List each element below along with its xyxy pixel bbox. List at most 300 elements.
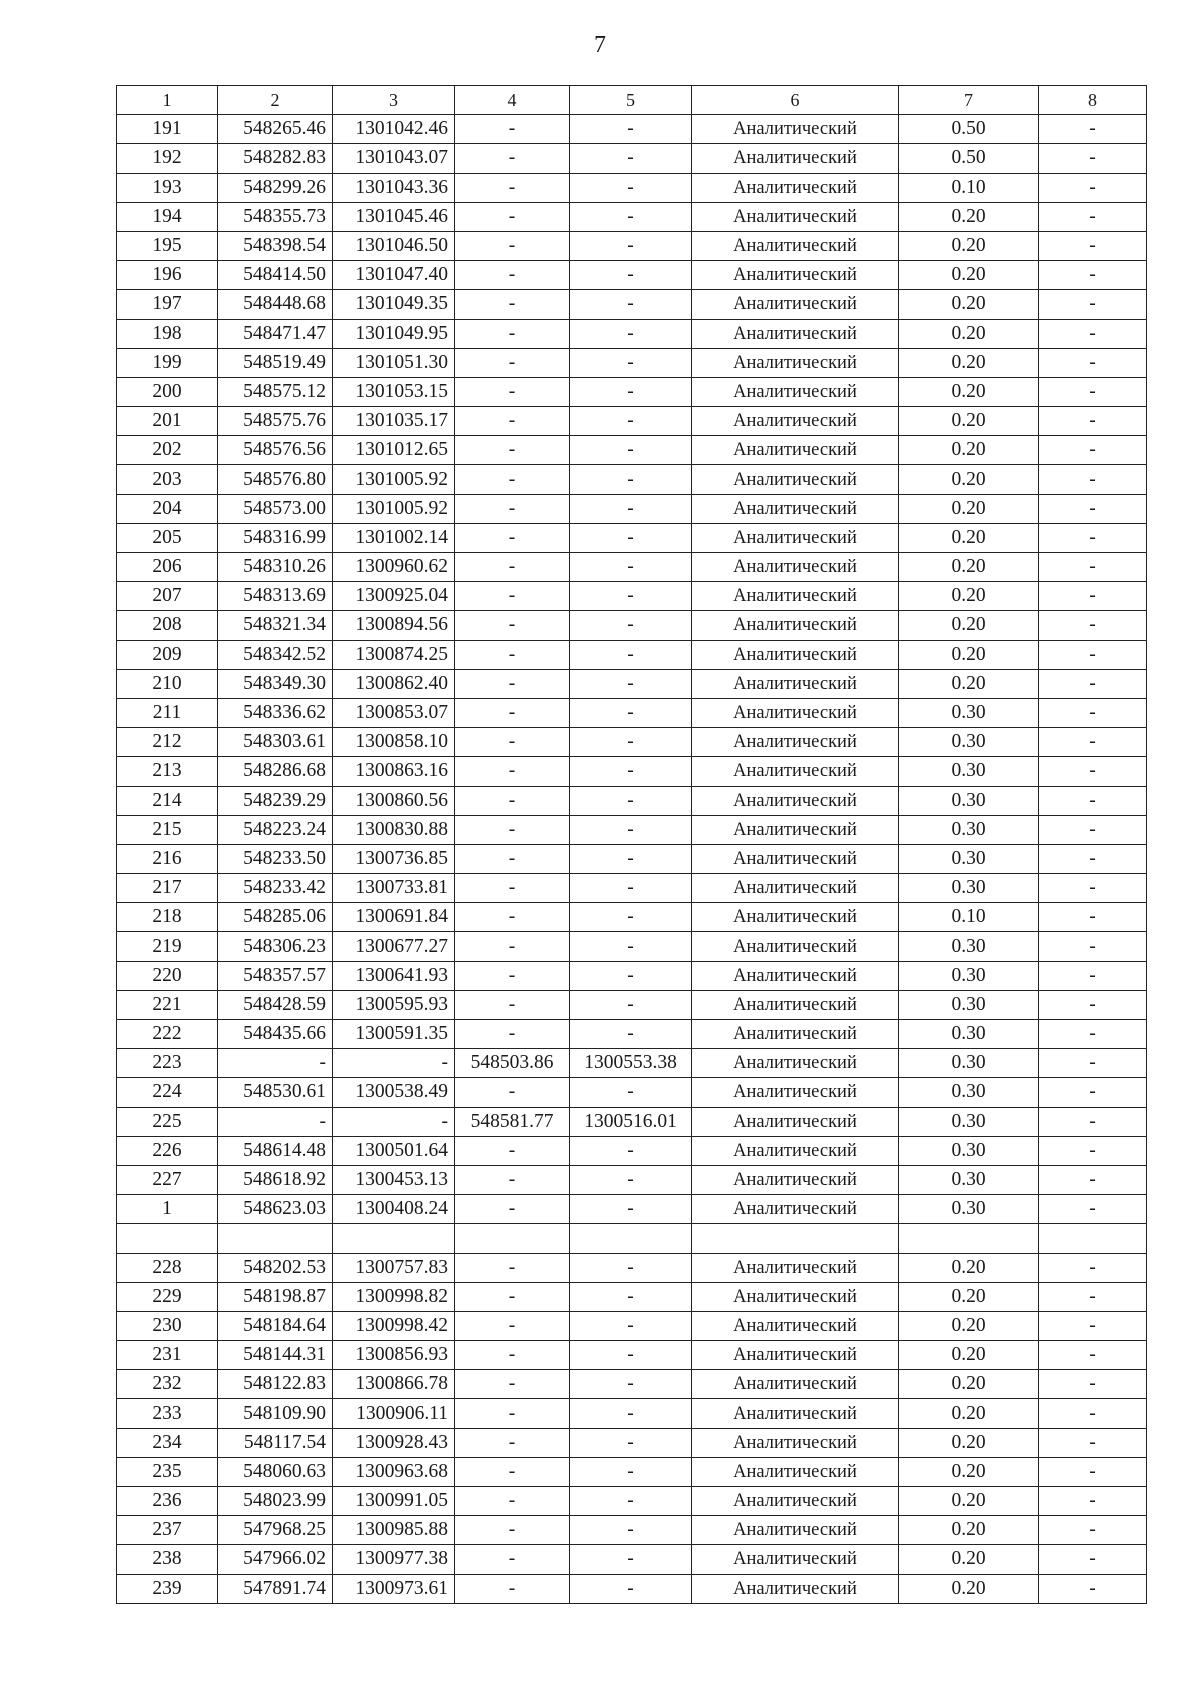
x-coordinate-cell: 548414.50 — [218, 261, 333, 290]
method-cell: Аналитический — [692, 844, 899, 873]
note-cell: - — [1039, 669, 1147, 698]
point-number-cell: 230 — [117, 1311, 218, 1340]
accuracy-cell: 0.30 — [899, 990, 1039, 1019]
accuracy-cell: 0.30 — [899, 1020, 1039, 1049]
point-number-cell: 191 — [117, 115, 218, 144]
y-coordinate-cell — [333, 1224, 455, 1253]
table-row — [117, 202, 1147, 231]
y-coordinate-alt-cell: - — [570, 553, 692, 582]
method-cell: Аналитический — [692, 1399, 899, 1428]
x-coordinate-alt-cell: - — [455, 932, 570, 961]
point-number-cell: 207 — [117, 582, 218, 611]
point-number-cell: 232 — [117, 1370, 218, 1399]
method-cell: Аналитический — [692, 1195, 899, 1224]
table-row — [117, 1341, 1147, 1370]
accuracy-cell: 0.20 — [899, 640, 1039, 669]
x-coordinate-cell: 548233.42 — [218, 874, 333, 903]
table-row — [117, 1078, 1147, 1107]
x-coordinate-cell — [218, 1224, 333, 1253]
point-number-cell: 199 — [117, 348, 218, 377]
accuracy-cell: 0.30 — [899, 1078, 1039, 1107]
x-coordinate-cell: 548223.24 — [218, 815, 333, 844]
table-body — [117, 86, 1147, 1604]
point-number-cell: 204 — [117, 494, 218, 523]
y-coordinate-alt-cell: - — [570, 231, 692, 260]
accuracy-cell: 0.30 — [899, 728, 1039, 757]
accuracy-cell: 0.20 — [899, 1370, 1039, 1399]
header-cell: 4 — [455, 86, 570, 115]
accuracy-cell: 0.20 — [899, 1253, 1039, 1282]
method-cell: Аналитический — [692, 1165, 899, 1194]
y-coordinate-alt-cell: - — [570, 640, 692, 669]
x-coordinate-alt-cell: - — [455, 1487, 570, 1516]
x-coordinate-alt-cell: - — [455, 786, 570, 815]
x-coordinate-alt-cell: - — [455, 698, 570, 727]
point-number-cell: 200 — [117, 377, 218, 406]
accuracy-cell: 0.20 — [899, 231, 1039, 260]
accuracy-cell: 0.20 — [899, 582, 1039, 611]
accuracy-cell: 0.20 — [899, 1311, 1039, 1340]
point-number-cell: 196 — [117, 261, 218, 290]
point-number-cell: 239 — [117, 1574, 218, 1603]
accuracy-cell: 0.20 — [899, 1457, 1039, 1486]
y-coordinate-cell: 1300863.16 — [333, 757, 455, 786]
table-row — [117, 757, 1147, 786]
x-coordinate-alt-cell: - — [455, 523, 570, 552]
note-cell: - — [1039, 261, 1147, 290]
table-row — [117, 1253, 1147, 1282]
x-coordinate-cell: 548303.61 — [218, 728, 333, 757]
y-coordinate-alt-cell: - — [570, 728, 692, 757]
x-coordinate-alt-cell: 548503.86 — [455, 1049, 570, 1078]
x-coordinate-alt-cell: - — [455, 377, 570, 406]
note-cell: - — [1039, 582, 1147, 611]
x-coordinate-cell: 548573.00 — [218, 494, 333, 523]
note-cell: - — [1039, 115, 1147, 144]
note-cell: - — [1039, 1545, 1147, 1574]
table-row — [117, 611, 1147, 640]
note-cell: - — [1039, 844, 1147, 873]
y-coordinate-alt-cell: - — [570, 698, 692, 727]
y-coordinate-cell: 1301047.40 — [333, 261, 455, 290]
header-cell: 5 — [570, 86, 692, 115]
table-row — [117, 465, 1147, 494]
x-coordinate-cell: 548286.68 — [218, 757, 333, 786]
y-coordinate-alt-cell: - — [570, 844, 692, 873]
x-coordinate-cell: 548306.23 — [218, 932, 333, 961]
point-number-cell: 212 — [117, 728, 218, 757]
table-row — [117, 1311, 1147, 1340]
method-cell: Аналитический — [692, 1020, 899, 1049]
accuracy-cell: 0.30 — [899, 961, 1039, 990]
point-number-cell: 231 — [117, 1341, 218, 1370]
x-coordinate-cell: 548398.54 — [218, 231, 333, 260]
note-cell: - — [1039, 1195, 1147, 1224]
y-coordinate-cell: 1300856.93 — [333, 1341, 455, 1370]
table-row — [117, 640, 1147, 669]
note-cell: - — [1039, 786, 1147, 815]
y-coordinate-cell: 1300408.24 — [333, 1195, 455, 1224]
point-number-cell: 217 — [117, 874, 218, 903]
method-cell: Аналитический — [692, 669, 899, 698]
x-coordinate-cell: - — [218, 1107, 333, 1136]
x-coordinate-cell: 547966.02 — [218, 1545, 333, 1574]
table-row — [117, 1428, 1147, 1457]
table-row — [117, 669, 1147, 698]
y-coordinate-alt-cell: - — [570, 1020, 692, 1049]
y-coordinate-alt-cell: - — [570, 1370, 692, 1399]
table-row — [117, 1049, 1147, 1078]
y-coordinate-cell: 1301049.35 — [333, 290, 455, 319]
y-coordinate-cell: 1301045.46 — [333, 202, 455, 231]
x-coordinate-cell: - — [218, 1049, 333, 1078]
x-coordinate-alt-cell: - — [455, 1136, 570, 1165]
x-coordinate-alt-cell: - — [455, 1253, 570, 1282]
method-cell: Аналитический — [692, 932, 899, 961]
note-cell: - — [1039, 961, 1147, 990]
point-number-cell: 233 — [117, 1399, 218, 1428]
x-coordinate-alt-cell: - — [455, 1428, 570, 1457]
method-cell: Аналитический — [692, 407, 899, 436]
x-coordinate-alt-cell: - — [455, 553, 570, 582]
point-number-cell: 238 — [117, 1545, 218, 1574]
note-cell: - — [1039, 1049, 1147, 1078]
accuracy-cell: 0.20 — [899, 319, 1039, 348]
accuracy-cell: 0.10 — [899, 173, 1039, 202]
y-coordinate-cell: - — [333, 1107, 455, 1136]
point-number-cell: 221 — [117, 990, 218, 1019]
point-number-cell: 193 — [117, 173, 218, 202]
point-number-cell — [117, 1224, 218, 1253]
accuracy-cell: 0.30 — [899, 1107, 1039, 1136]
x-coordinate-cell: 548321.34 — [218, 611, 333, 640]
note-cell: - — [1039, 757, 1147, 786]
method-cell: Аналитический — [692, 611, 899, 640]
x-coordinate-cell: 548623.03 — [218, 1195, 333, 1224]
accuracy-cell: 0.20 — [899, 377, 1039, 406]
x-coordinate-alt-cell: - — [455, 115, 570, 144]
note-cell: - — [1039, 1399, 1147, 1428]
y-coordinate-alt-cell: - — [570, 611, 692, 640]
point-number-cell: 225 — [117, 1107, 218, 1136]
method-cell: Аналитический — [692, 1341, 899, 1370]
accuracy-cell: 0.50 — [899, 144, 1039, 173]
method-cell: Аналитический — [692, 903, 899, 932]
y-coordinate-alt-cell: - — [570, 1399, 692, 1428]
x-coordinate-alt-cell: - — [455, 1574, 570, 1603]
y-coordinate-cell: 1300757.83 — [333, 1253, 455, 1282]
x-coordinate-alt-cell: - — [455, 1516, 570, 1545]
point-number-cell: 198 — [117, 319, 218, 348]
x-coordinate-cell: 548355.73 — [218, 202, 333, 231]
x-coordinate-alt-cell: - — [455, 728, 570, 757]
y-coordinate-alt-cell: - — [570, 874, 692, 903]
x-coordinate-alt-cell: - — [455, 1078, 570, 1107]
table-row — [117, 815, 1147, 844]
y-coordinate-alt-cell: - — [570, 786, 692, 815]
accuracy-cell: 0.20 — [899, 436, 1039, 465]
accuracy-cell: 0.30 — [899, 815, 1039, 844]
y-coordinate-alt-cell: - — [570, 932, 692, 961]
y-coordinate-alt-cell: - — [570, 115, 692, 144]
y-coordinate-alt-cell: - — [570, 319, 692, 348]
accuracy-cell: 0.30 — [899, 698, 1039, 727]
header-cell: 6 — [692, 86, 899, 115]
table-row — [117, 1224, 1147, 1253]
y-coordinate-alt-cell: - — [570, 1165, 692, 1194]
y-coordinate-alt-cell: 1300553.38 — [570, 1049, 692, 1078]
point-number-cell: 234 — [117, 1428, 218, 1457]
y-coordinate-alt-cell: - — [570, 1341, 692, 1370]
note-cell: - — [1039, 815, 1147, 844]
table-row — [117, 1370, 1147, 1399]
table-row — [117, 494, 1147, 523]
point-number-cell: 224 — [117, 1078, 218, 1107]
x-coordinate-cell: 548471.47 — [218, 319, 333, 348]
x-coordinate-alt-cell: - — [455, 961, 570, 990]
y-coordinate-cell: 1300853.07 — [333, 698, 455, 727]
method-cell: Аналитический — [692, 1136, 899, 1165]
x-coordinate-cell: 548530.61 — [218, 1078, 333, 1107]
table-row — [117, 115, 1147, 144]
y-coordinate-alt-cell: - — [570, 1574, 692, 1603]
note-cell: - — [1039, 990, 1147, 1019]
y-coordinate-alt-cell: - — [570, 173, 692, 202]
x-coordinate-alt-cell: 548581.77 — [455, 1107, 570, 1136]
note-cell: - — [1039, 231, 1147, 260]
method-cell: Аналитический — [692, 1516, 899, 1545]
method-cell: Аналитический — [692, 523, 899, 552]
note-cell — [1039, 1224, 1147, 1253]
x-coordinate-alt-cell: - — [455, 348, 570, 377]
point-number-cell: 235 — [117, 1457, 218, 1486]
point-number-cell: 209 — [117, 640, 218, 669]
y-coordinate-alt-cell: - — [570, 1136, 692, 1165]
method-cell: Аналитический — [692, 348, 899, 377]
note-cell: - — [1039, 407, 1147, 436]
y-coordinate-alt-cell: - — [570, 1545, 692, 1574]
x-coordinate-cell: 548202.53 — [218, 1253, 333, 1282]
y-coordinate-cell: 1300501.64 — [333, 1136, 455, 1165]
method-cell: Аналитический — [692, 1107, 899, 1136]
x-coordinate-alt-cell — [455, 1224, 570, 1253]
y-coordinate-alt-cell: - — [570, 1282, 692, 1311]
method-cell: Аналитический — [692, 173, 899, 202]
x-coordinate-alt-cell: - — [455, 261, 570, 290]
y-coordinate-alt-cell: - — [570, 1487, 692, 1516]
table-row — [117, 1107, 1147, 1136]
point-number-cell: 201 — [117, 407, 218, 436]
accuracy-cell: 0.20 — [899, 494, 1039, 523]
y-coordinate-cell: 1300538.49 — [333, 1078, 455, 1107]
header-cell: 7 — [899, 86, 1039, 115]
accuracy-cell: 0.30 — [899, 757, 1039, 786]
method-cell: Аналитический — [692, 1078, 899, 1107]
y-coordinate-alt-cell: - — [570, 202, 692, 231]
method-cell: Аналитический — [692, 1574, 899, 1603]
y-coordinate-cell: 1301043.36 — [333, 173, 455, 202]
accuracy-cell: 0.20 — [899, 290, 1039, 319]
x-coordinate-cell: 548184.64 — [218, 1311, 333, 1340]
note-cell: - — [1039, 1428, 1147, 1457]
accuracy-cell: 0.20 — [899, 1282, 1039, 1311]
y-coordinate-cell: 1300998.42 — [333, 1311, 455, 1340]
method-cell: Аналитический — [692, 698, 899, 727]
accuracy-cell: 0.20 — [899, 1399, 1039, 1428]
method-cell: Аналитический — [692, 1428, 899, 1457]
method-cell: Аналитический — [692, 144, 899, 173]
y-coordinate-alt-cell: - — [570, 1516, 692, 1545]
y-coordinate-alt-cell: - — [570, 1311, 692, 1340]
note-cell: - — [1039, 1253, 1147, 1282]
y-coordinate-cell: 1300862.40 — [333, 669, 455, 698]
x-coordinate-alt-cell: - — [455, 1457, 570, 1486]
table-row — [117, 1457, 1147, 1486]
table-row — [117, 348, 1147, 377]
accuracy-cell: 0.20 — [899, 1487, 1039, 1516]
method-cell: Аналитический — [692, 961, 899, 990]
point-number-cell: 216 — [117, 844, 218, 873]
table-row — [117, 523, 1147, 552]
accuracy-cell: 0.20 — [899, 523, 1039, 552]
y-coordinate-cell: 1300998.82 — [333, 1282, 455, 1311]
table-row — [117, 319, 1147, 348]
note-cell: - — [1039, 903, 1147, 932]
point-number-cell: 223 — [117, 1049, 218, 1078]
table-row — [117, 1545, 1147, 1574]
x-coordinate-cell: 548614.48 — [218, 1136, 333, 1165]
table-row — [117, 1399, 1147, 1428]
table-row — [117, 844, 1147, 873]
x-coordinate-alt-cell: - — [455, 1020, 570, 1049]
table-row — [117, 1136, 1147, 1165]
note-cell: - — [1039, 144, 1147, 173]
point-number-cell: 208 — [117, 611, 218, 640]
x-coordinate-cell: 548117.54 — [218, 1428, 333, 1457]
y-coordinate-cell: 1300830.88 — [333, 815, 455, 844]
y-coordinate-cell: 1301043.07 — [333, 144, 455, 173]
note-cell: - — [1039, 1282, 1147, 1311]
table-row — [117, 874, 1147, 903]
header-cell: 3 — [333, 86, 455, 115]
x-coordinate-alt-cell: - — [455, 1282, 570, 1311]
y-coordinate-alt-cell: - — [570, 757, 692, 786]
note-cell: - — [1039, 932, 1147, 961]
point-number-cell: 211 — [117, 698, 218, 727]
y-coordinate-alt-cell: - — [570, 436, 692, 465]
x-coordinate-alt-cell: - — [455, 202, 570, 231]
note-cell: - — [1039, 1165, 1147, 1194]
accuracy-cell: 0.30 — [899, 1195, 1039, 1224]
y-coordinate-alt-cell: - — [570, 903, 692, 932]
method-cell: Аналитический — [692, 231, 899, 260]
y-coordinate-alt-cell: - — [570, 1078, 692, 1107]
table-row — [117, 1165, 1147, 1194]
method-cell — [692, 1224, 899, 1253]
accuracy-cell: 0.30 — [899, 1136, 1039, 1165]
method-cell: Аналитический — [692, 1370, 899, 1399]
y-coordinate-alt-cell: - — [570, 961, 692, 990]
y-coordinate-cell: 1300906.11 — [333, 1399, 455, 1428]
note-cell: - — [1039, 1457, 1147, 1486]
accuracy-cell: 0.20 — [899, 407, 1039, 436]
note-cell: - — [1039, 1078, 1147, 1107]
method-cell: Аналитический — [692, 494, 899, 523]
point-number-cell: 1 — [117, 1195, 218, 1224]
x-coordinate-alt-cell: - — [455, 640, 570, 669]
table-row — [117, 261, 1147, 290]
y-coordinate-alt-cell — [570, 1224, 692, 1253]
method-cell: Аналитический — [692, 115, 899, 144]
accuracy-cell: 0.20 — [899, 348, 1039, 377]
y-coordinate-cell: 1300453.13 — [333, 1165, 455, 1194]
y-coordinate-cell: 1300591.35 — [333, 1020, 455, 1049]
y-coordinate-cell: 1300691.84 — [333, 903, 455, 932]
x-coordinate-cell: 548313.69 — [218, 582, 333, 611]
note-cell: - — [1039, 523, 1147, 552]
note-cell: - — [1039, 1341, 1147, 1370]
table-row — [117, 377, 1147, 406]
x-coordinate-alt-cell: - — [455, 231, 570, 260]
x-coordinate-alt-cell: - — [455, 1341, 570, 1370]
x-coordinate-cell: 548575.76 — [218, 407, 333, 436]
note-cell: - — [1039, 465, 1147, 494]
point-number-cell: 218 — [117, 903, 218, 932]
x-coordinate-cell: 548299.26 — [218, 173, 333, 202]
y-coordinate-cell: 1300960.62 — [333, 553, 455, 582]
y-coordinate-alt-cell: - — [570, 1428, 692, 1457]
y-coordinate-cell: 1300963.68 — [333, 1457, 455, 1486]
table-header-row — [117, 86, 1147, 115]
y-coordinate-cell: 1301049.95 — [333, 319, 455, 348]
accuracy-cell: 0.30 — [899, 874, 1039, 903]
y-coordinate-alt-cell: - — [570, 261, 692, 290]
x-coordinate-cell: 548239.29 — [218, 786, 333, 815]
y-coordinate-alt-cell: - — [570, 669, 692, 698]
point-number-cell: 237 — [117, 1516, 218, 1545]
note-cell: - — [1039, 494, 1147, 523]
accuracy-cell: 0.20 — [899, 261, 1039, 290]
accuracy-cell: 0.20 — [899, 1428, 1039, 1457]
x-coordinate-cell: 548233.50 — [218, 844, 333, 873]
y-coordinate-cell: 1300991.05 — [333, 1487, 455, 1516]
coordinates-table — [116, 85, 1147, 1604]
x-coordinate-cell: 548265.46 — [218, 115, 333, 144]
y-coordinate-cell: 1300736.85 — [333, 844, 455, 873]
method-cell: Аналитический — [692, 1253, 899, 1282]
method-cell: Аналитический — [692, 640, 899, 669]
y-coordinate-cell: 1301046.50 — [333, 231, 455, 260]
note-cell: - — [1039, 640, 1147, 669]
y-coordinate-cell: 1301035.17 — [333, 407, 455, 436]
table-row — [117, 290, 1147, 319]
table-row — [117, 1516, 1147, 1545]
point-number-cell: 206 — [117, 553, 218, 582]
accuracy-cell: 0.20 — [899, 202, 1039, 231]
page-number: 7 — [594, 32, 606, 58]
accuracy-cell: 0.20 — [899, 1341, 1039, 1370]
x-coordinate-cell: 547891.74 — [218, 1574, 333, 1603]
x-coordinate-alt-cell: - — [455, 844, 570, 873]
note-cell: - — [1039, 319, 1147, 348]
accuracy-cell: 0.20 — [899, 611, 1039, 640]
method-cell: Аналитический — [692, 319, 899, 348]
x-coordinate-cell: 548310.26 — [218, 553, 333, 582]
table-row — [117, 1487, 1147, 1516]
accuracy-cell: 0.20 — [899, 465, 1039, 494]
accuracy-cell: 0.50 — [899, 115, 1039, 144]
y-coordinate-cell: 1300985.88 — [333, 1516, 455, 1545]
